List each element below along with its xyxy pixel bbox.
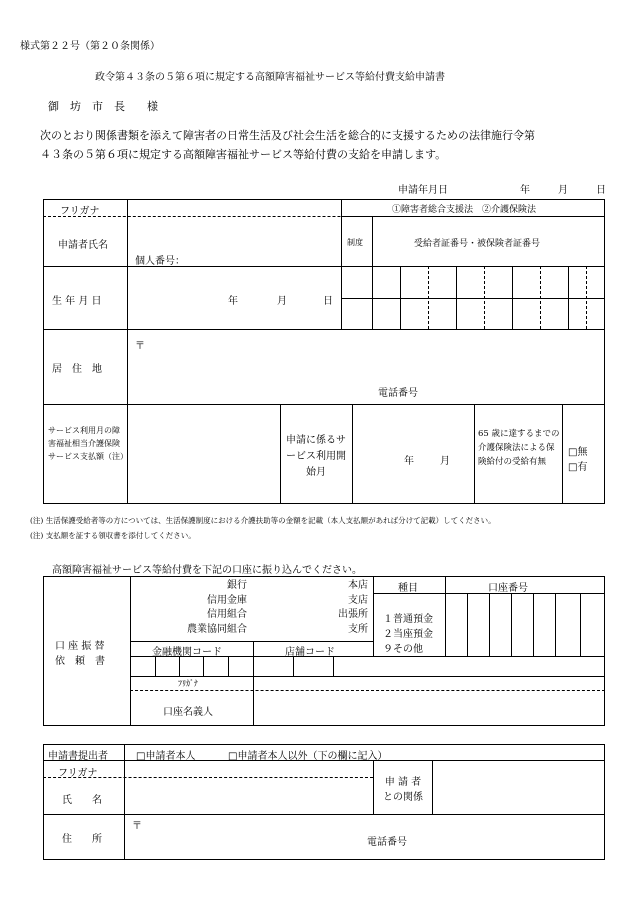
submitter-phone-label: 電話番号 (367, 837, 407, 848)
page-title: 政令第４３条の５第６項に規定する高額障害福祉サービス等給付費支給申請書 (95, 72, 445, 83)
age65-label: 65 歳に達するまでの介護保険法による保険給付の受給有無 (478, 429, 560, 467)
start-year: 年 (404, 456, 414, 467)
option-none[interactable]: □無 (568, 447, 588, 458)
submitter-address-label: 住 所 (62, 834, 102, 845)
form-number: 様式第２２号（第２０条関係） (20, 41, 160, 52)
relation-label-2: との関係 (383, 792, 423, 803)
deposit-ordinary[interactable]: １普通預金 (383, 614, 433, 625)
application-date-label: 申請年月日 (398, 185, 448, 196)
category-label: 種目 (398, 583, 418, 594)
branch-main: 本店 (348, 580, 368, 591)
branch-sub: 支所 (348, 623, 368, 635)
note-2: (注) 支払額を証する領収書を添付してください。 (30, 531, 196, 540)
intro-line-2: ４３条の５第６項に規定する高額障害福祉サービス等給付費の支給を申請します。 (40, 148, 447, 161)
furigana-label: フリガナ (60, 206, 100, 217)
system-label: 制度 (347, 238, 363, 247)
service-amount-label: サービス利用月の障害福祉相当介護保険サービス支払額（注） (48, 426, 128, 461)
address-label: 居 住 地 (52, 364, 102, 375)
submitter-option-other[interactable]: □申請者本人以外（下の欄に記入） (228, 751, 388, 762)
intro-line-1: 次のとおり関係書類を添えて障害者の日常生活及び社会生活を総合的に支援するための法律施行令第 (40, 129, 535, 142)
birth-label: 生 年 月 日 (52, 296, 102, 307)
submitter-postal-mark: 〒 (132, 821, 142, 832)
bank-types (150, 579, 247, 637)
submitter-option-self[interactable]: □申請者本人 (136, 751, 196, 762)
application-month: 月 (558, 185, 568, 196)
application-year: 年 (520, 185, 530, 196)
deposit-types (383, 612, 433, 657)
deposit-current[interactable]: ２当座預金 (383, 629, 433, 640)
bank-type-agri: 農業協同組合 (187, 623, 247, 635)
start-month: 月 (440, 456, 450, 467)
bank-code-label: 金融機関コード (152, 647, 222, 658)
bank-type-shinkin: 信用金庫 (207, 594, 247, 606)
system-options: ①障害者総合支援法 ②介護保険法 (392, 205, 537, 215)
branch-branch: 支店 (348, 594, 368, 606)
birth-year: 年 (228, 296, 238, 307)
submitter-furigana-label: フリガナ (58, 768, 98, 779)
bank-label-1: 口 座 振 替 (55, 641, 105, 652)
phone-label: 電話番号 (378, 388, 418, 399)
relation-label-1: 申 請 者 (384, 777, 422, 788)
application-day: 日 (596, 185, 606, 196)
start-month-label: 申請に係るサービス利用開始月 (286, 435, 346, 478)
option-yes[interactable]: □有 (568, 462, 588, 473)
account-number-label: 口座番号 (488, 583, 528, 594)
cert-number-label: 受給者証番号・被保険者証番号 (414, 239, 541, 249)
birth-day: 日 (323, 296, 333, 307)
holder-furigana-label: ﾌﾘｶﾞﾅ (178, 679, 198, 688)
bank-type-bank: 銀行 (227, 580, 247, 591)
birth-month: 月 (277, 296, 287, 307)
bank-label-2: 依 頼 書 (55, 656, 105, 667)
branch-types (300, 579, 368, 637)
note-1: (注) 生活保護受給者等の方については、生活保護制度における介護扶助等の金額を記載（本人支払額があれば分けて記載）してください。 (30, 516, 496, 525)
holder-label: 口座名義人 (163, 707, 213, 718)
branch-office: 出張所 (338, 609, 368, 620)
submitter-name-label: 氏 名 (62, 795, 102, 806)
bank-intro: 高額障害福祉サービス等給付費を下記の口座に振り込んでください。 (52, 565, 362, 576)
deposit-other[interactable]: ９その他 (383, 644, 423, 655)
relation-label (374, 775, 432, 805)
postal-mark: 〒 (135, 341, 145, 352)
branch-code-label: 店舗コード (285, 647, 335, 658)
bank-type-credit-union: 信用組合 (207, 609, 247, 620)
applicant-name-label: 申請者氏名 (58, 240, 108, 251)
personal-number-label: 個人番号： (135, 256, 185, 267)
addressee: 御 坊 市 長 様 (48, 100, 158, 113)
submitter-label: 申請書提出者 (48, 751, 108, 762)
